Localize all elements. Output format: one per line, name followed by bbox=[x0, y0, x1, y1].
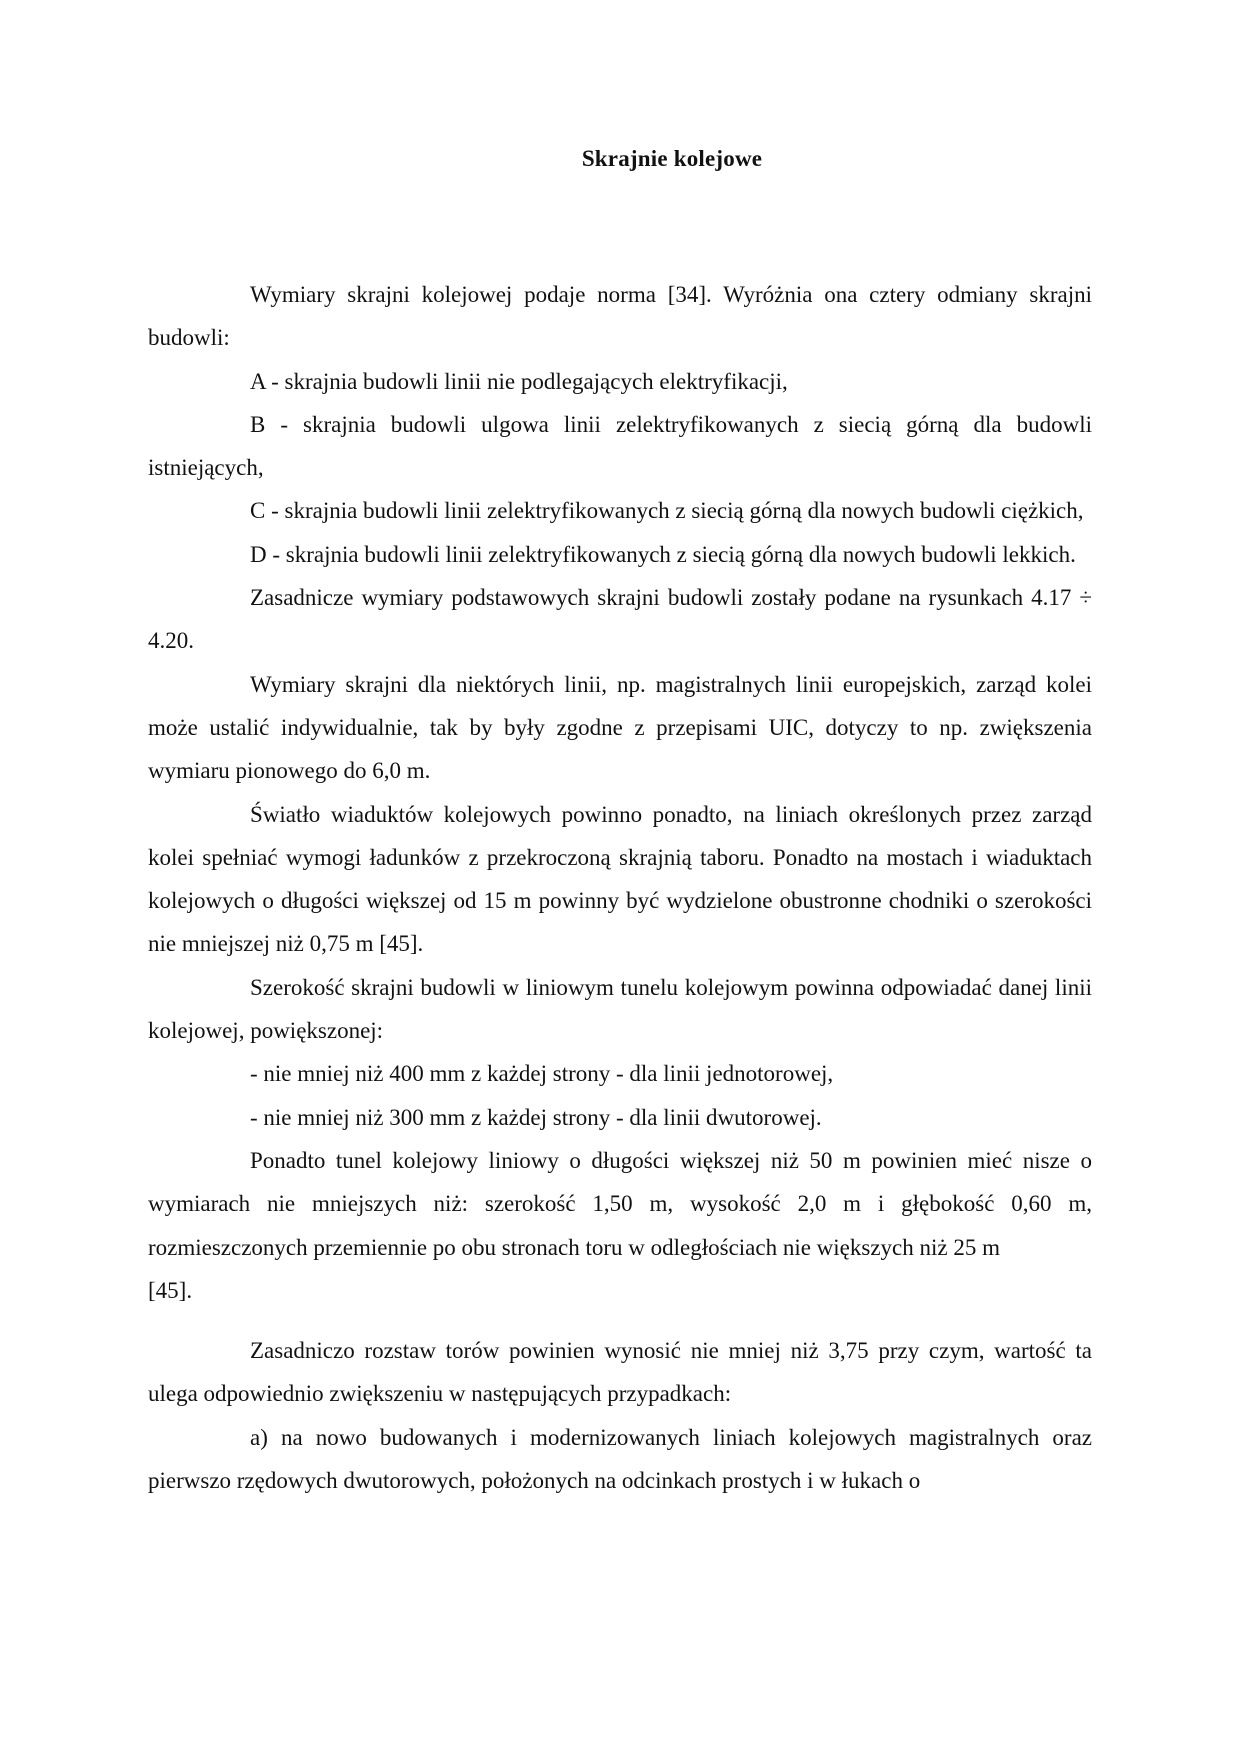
list-item-a: A - skrajnia budowli linii nie podlegających elektryfikacji, bbox=[250, 368, 788, 394]
paragraph-uic: Wymiary skrajni dla niektórych linii, np. magistralnych linii europejskich, zarząd kolei może ustalić indywidualnie, tak by były zgodne z przepisami UIC, dotyczy to np. zwiększenia wymiaru pionowego do 6,0 m. bbox=[148, 671, 1092, 784]
paragraph-gap bbox=[148, 1312, 1092, 1329]
paragraph-niches-ref: [45]. bbox=[148, 1277, 193, 1303]
paragraph-viaducts: Światło wiaduktów kolejowych powinno ponadto, na liniach określonych przez zarząd kolei spełniać wymogi ładunków z przekroczoną skrajnią taboru. Ponadto na mostach i wiaduktach kolejowych o długości większej od 15 m powinny być wydzielone obustronne chodniki o szerokości nie mniejszej niż 0,75 m [45]. bbox=[148, 801, 1092, 957]
document-body bbox=[148, 273, 1092, 1502]
paragraph-dimensions: Zasadnicze wymiary podstawowych skrajni budowli zostały podane na rysunkach 4.17 ÷ 4.20. bbox=[148, 585, 1092, 654]
list-item-case-a: a) na nowo budowanych i modernizowanych liniach kolejowych magistralnych oraz pierwszo rzędowych dwutorowych, położonych na odcinkach prostych i w łukach o bbox=[148, 1424, 1092, 1494]
list-item-b: B - skrajnia budowli ulgowa linii zelektryfikowanych z siecią górną dla budowli istniejących, bbox=[148, 411, 1092, 481]
paragraph-track-spacing: Zasadniczo rozstaw torów powinien wynosić nie mniej niż 3,75 przy czym, wartość ta ulega odpowiednio zwiększeniu w następujących przypadkach: bbox=[148, 1338, 1092, 1407]
list-item-double-track: - nie mniej niż 300 mm z każdej strony - dla linii dwutorowej. bbox=[250, 1104, 822, 1130]
paragraph-intro: Wymiary skrajni kolejowej podaje norma [34]. Wyróżnia ona cztery odmiany skrajni budowli: bbox=[148, 282, 1092, 351]
paragraph-niches: Ponadto tunel kolejowy liniowy o długości większej niż 50 m powinien mieć nisze o wymiarach nie mniejszych niż: szerokość 1,50 m, wysokość 2,0 m i głębokość 0,60 m, rozmieszczonych przemiennie po obu stronach toru w odległościach nie większych niż 25 m bbox=[148, 1147, 1092, 1260]
list-item-d: D - skrajnia budowli linii zelektryfikowanych z siecią górną dla nowych budowli lekkich. bbox=[250, 541, 1076, 567]
document-title: Skrajnie kolejowe bbox=[581, 146, 763, 171]
paragraph-tunnel-width: Szerokość skrajni budowli w liniowym tunelu kolejowym powinna odpowiadać danej linii kolejowej, powiększonej: bbox=[148, 974, 1092, 1044]
list-item-c: C - skrajnia budowli linii zelektryfikowanych z siecią górną dla nowych budowli ciężkich, bbox=[250, 498, 1084, 524]
list-item-single-track: - nie mniej niż 400 mm z każdej strony - dla linii jednotorowej, bbox=[250, 1061, 834, 1087]
